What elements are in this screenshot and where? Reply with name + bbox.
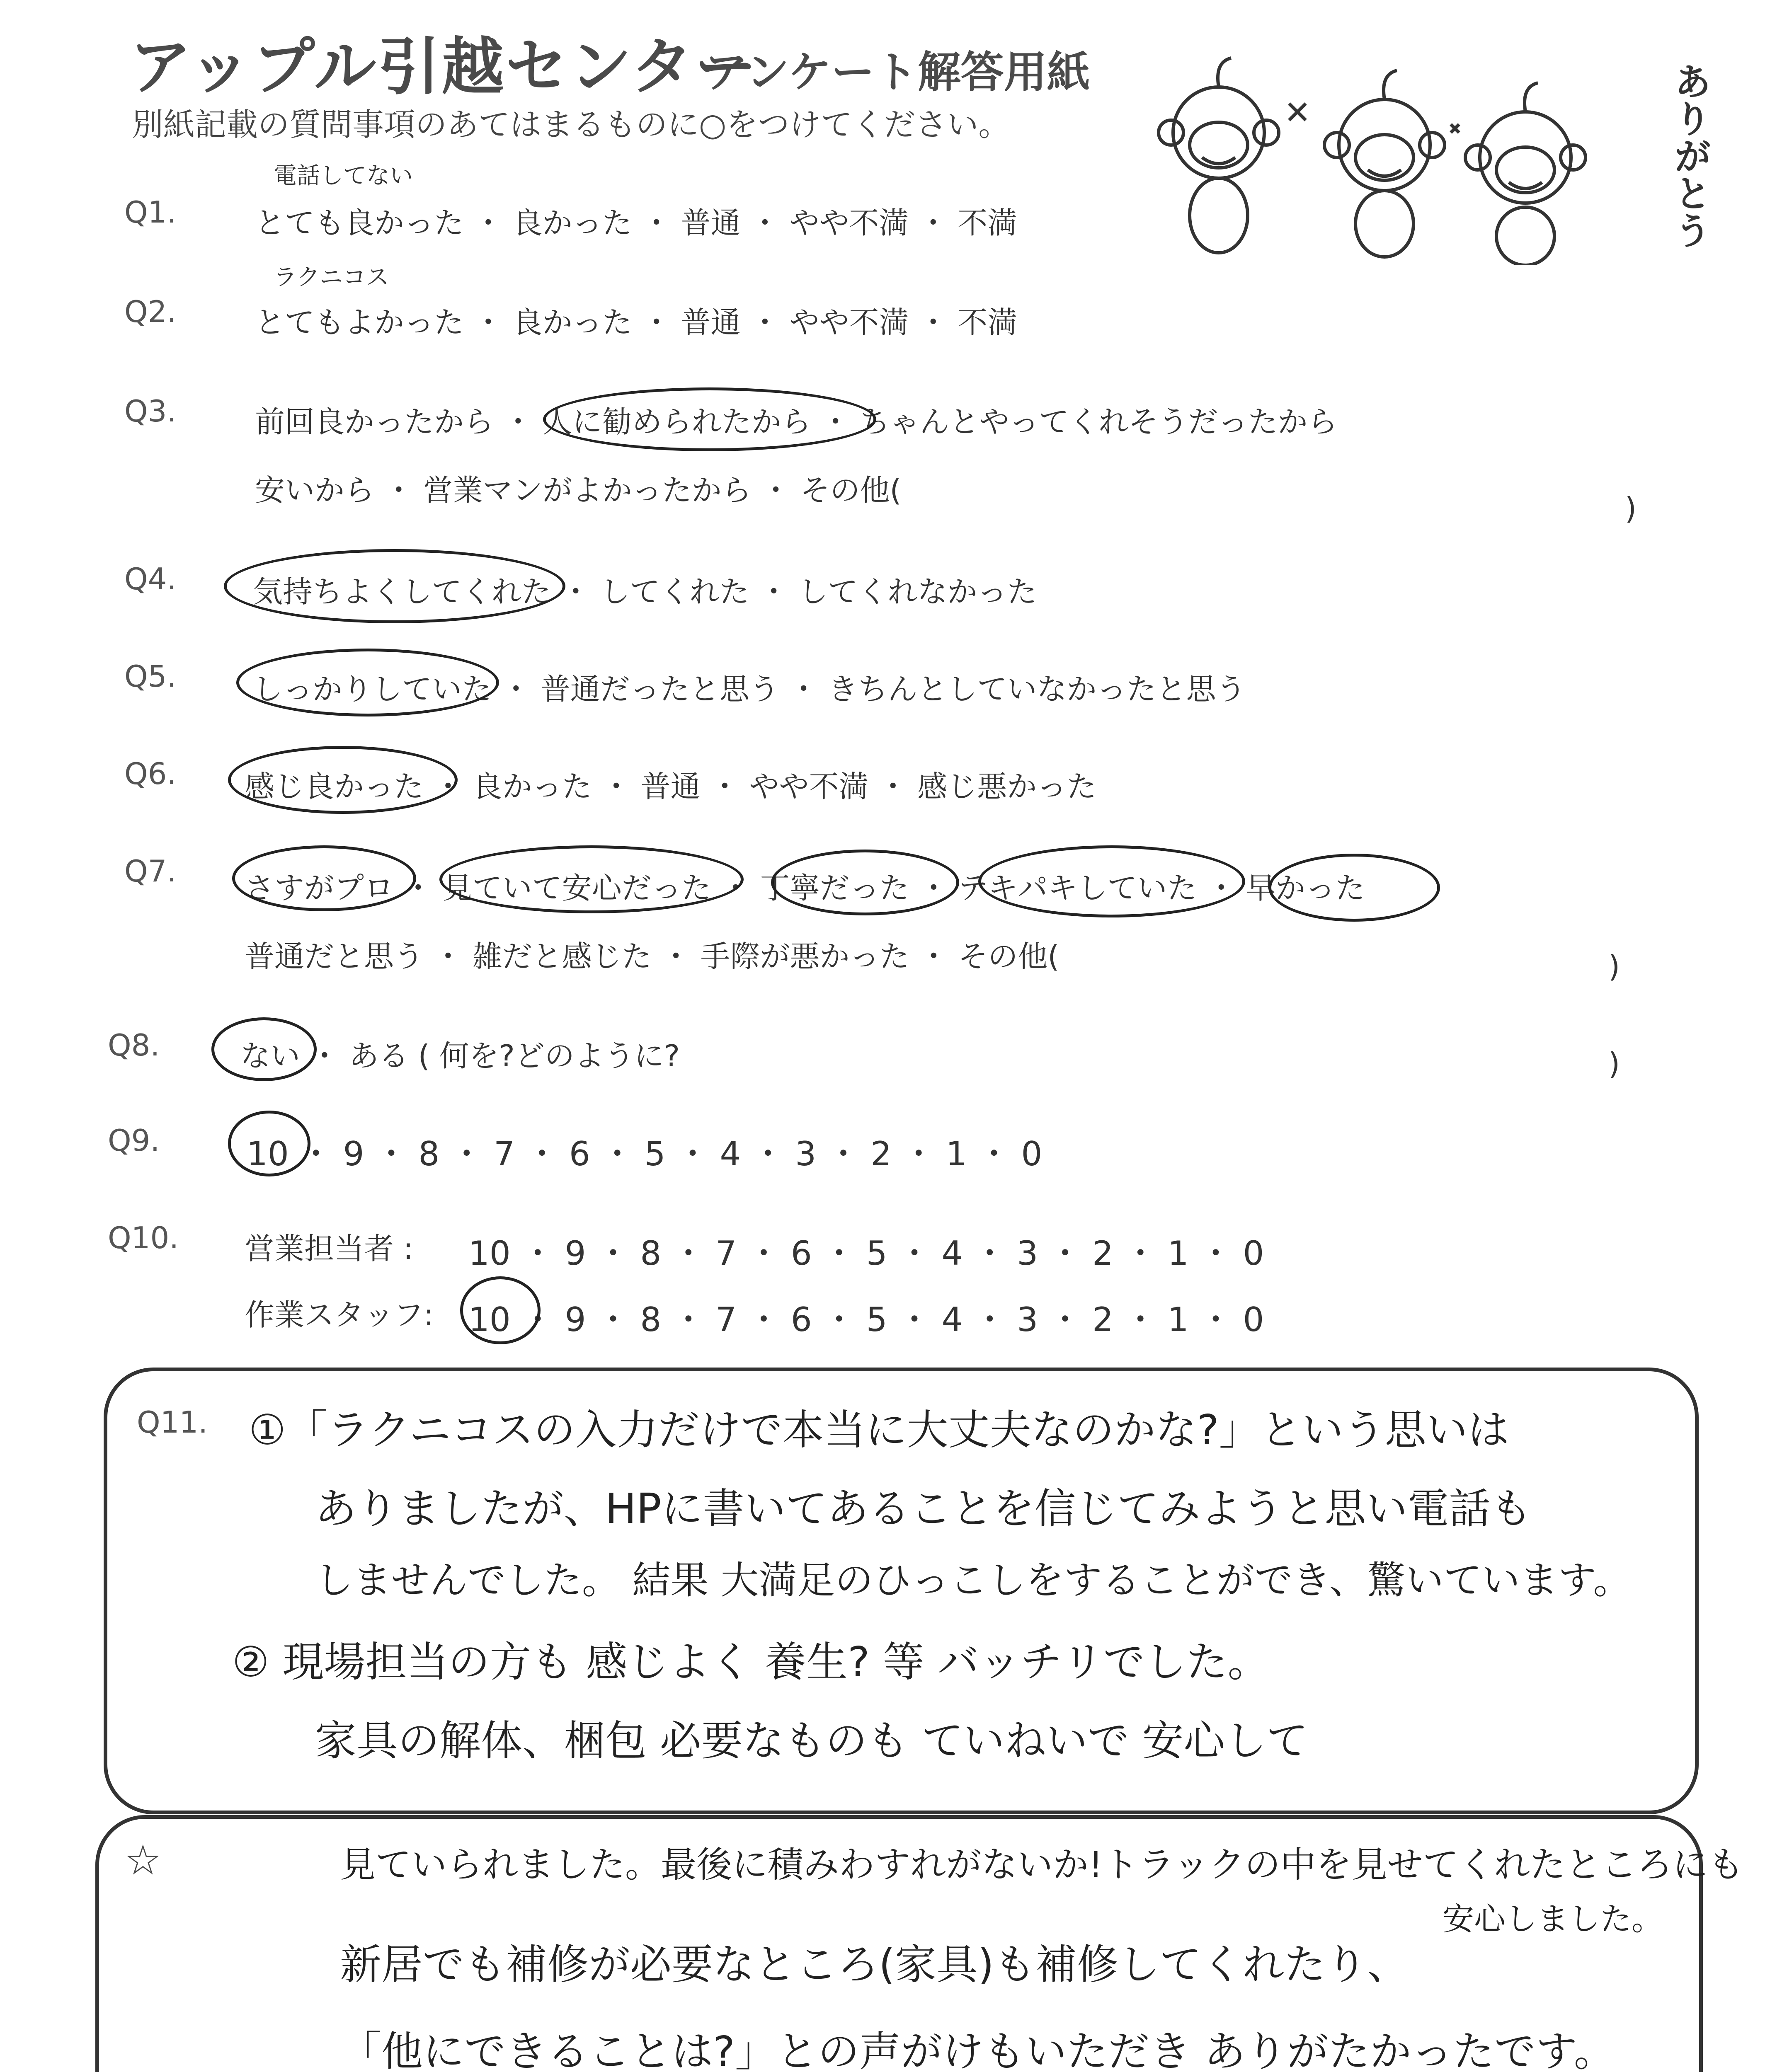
- q7-options-line2: 普通だと思う ・ 雑だと感じた ・ 手際が悪かった ・ その他(: [245, 939, 1060, 974]
- q11-line-2: ありましたが、HPに書いてあることを信じてみようと思い電話も: [315, 1484, 1532, 1533]
- q7-close-paren: ): [1608, 949, 1620, 984]
- q9-label: Q9.: [108, 1123, 160, 1158]
- q2-options: とてもよかった ・ 良かった ・ 普通 ・ やや不満 ・ 不満: [255, 305, 1018, 340]
- q4-label: Q4.: [124, 562, 177, 596]
- q10-sales-label: 営業担当者 :: [245, 1231, 414, 1266]
- q10-label: Q10.: [108, 1220, 179, 1255]
- q5-label: Q5.: [124, 659, 177, 694]
- form-instruction: 別紙記載の質問事項のあてはまるものに○をつけてください。: [132, 106, 1010, 143]
- q8-label: Q8.: [108, 1028, 160, 1063]
- q5-options: しっかりしていた ・ 普通だったと思う ・ きちんとしていなかったと思う: [253, 672, 1246, 707]
- monkey-mascots-illustration: [1152, 50, 1658, 265]
- q10-sales-options: 10 ・ 9 ・ 8 ・ 7 ・ 6 ・ 5 ・ 4 ・ 3 ・ 2 ・ 1 ・ 0: [468, 1234, 1264, 1273]
- star-line-3: 新居でも補修が必要なところ(家具)も補修してくれたり、: [340, 1940, 1409, 1989]
- q9-answer-circle: [228, 1111, 310, 1176]
- q3-close-paren: ): [1625, 491, 1637, 526]
- form-title: アップル引越センター: [129, 31, 759, 103]
- q10-staff-label: 作業スタッフ:: [245, 1297, 434, 1332]
- q10-staff-answer-circle: [460, 1276, 541, 1344]
- q1-annotation: 電話してない: [274, 162, 413, 189]
- q7-options-line1: さすがプロ ・ 見ていて安心だった ・ 丁寧だった ・ テキパキしていた ・ 早かった: [245, 871, 1365, 905]
- q5-answer-circle: [236, 649, 499, 716]
- q2-annotation: ラクニコス: [274, 264, 389, 291]
- q11-line-3: しませんでした。 結果 大満足のひっこしをすることができ、驚いています。: [315, 1558, 1632, 1602]
- mascot-thanks-text: ありがとう: [1668, 62, 1711, 249]
- q3-label: Q3.: [124, 394, 177, 428]
- q8-answer-circle: [211, 1017, 317, 1081]
- q3-options-line1: 前回良かったから ・ 人に勧められたから ・ ちゃんとやってくれそうだったから: [255, 404, 1338, 439]
- q11-line-4: ② 現場担当の方も 感じよく 養生? 等 バッチリでした。: [232, 1638, 1269, 1686]
- q11-line-5: 家具の解体、梱包 必要なものも ていねいで 安心して: [315, 1716, 1308, 1765]
- q7-circle-anshin: [439, 845, 744, 913]
- q2-label: Q2.: [124, 294, 177, 329]
- q10-staff-options: 10 ・ 9 ・ 8 ・ 7 ・ 6 ・ 5 ・ 4 ・ 3 ・ 2 ・ 1 ・ 0: [468, 1300, 1264, 1339]
- q7-circle-tekipaki: [978, 845, 1245, 917]
- star-line-1: 見ていられました。最後に積みわすれがないか!トラックの中を見せてくれたところにも: [340, 1844, 1744, 1886]
- q8-options: ない ・ ある ( 何を?どのように?: [240, 1038, 680, 1073]
- q1-options: とても良かった ・ 良かった ・ 普通 ・ やや不満 ・ 不満: [255, 206, 1018, 240]
- q3-answer-circle: [543, 387, 876, 451]
- q9-options: 10 ・ 9 ・ 8 ・ 7 ・ 6 ・ 5 ・ 4 ・ 3 ・ 2 ・ 1 ・ 0: [247, 1135, 1043, 1173]
- q7-label: Q7.: [124, 854, 177, 888]
- q4-options: 気持ちよくしてくれた ・ してくれた ・ してくれなかった: [253, 574, 1037, 609]
- q7-circle-hayakatta: [1268, 854, 1440, 922]
- q6-label: Q6.: [124, 756, 177, 791]
- q6-answer-circle: [228, 746, 458, 814]
- q3-options-line2: 安いから ・ 営業マンがよかったから ・ その他(: [255, 473, 902, 508]
- q1-label: Q1.: [124, 195, 177, 230]
- q4-answer-circle: [224, 549, 565, 623]
- star-line-2: 安心しました。: [1443, 1900, 1663, 1937]
- q7-circle-sasuga-pro: [232, 845, 416, 911]
- star-icon: ☆: [124, 1836, 162, 1884]
- q11-line-1: ①「ラクニコスの入力だけで本当に大丈夫なのかな?」という思いは: [249, 1406, 1509, 1454]
- form-subtitle: アンケート解答用紙: [705, 47, 1090, 97]
- star-line-4: 「他にできることは?」との声がけもいただき ありがたかったです。: [340, 2027, 1615, 2072]
- q8-close-paren: ): [1608, 1046, 1620, 1081]
- q7-circle-teinei: [771, 850, 959, 915]
- q6-options: 感じ良かった ・ 良かった ・ 普通 ・ やや不満 ・ 感じ悪かった: [245, 769, 1097, 804]
- q11-label: Q11.: [137, 1405, 208, 1440]
